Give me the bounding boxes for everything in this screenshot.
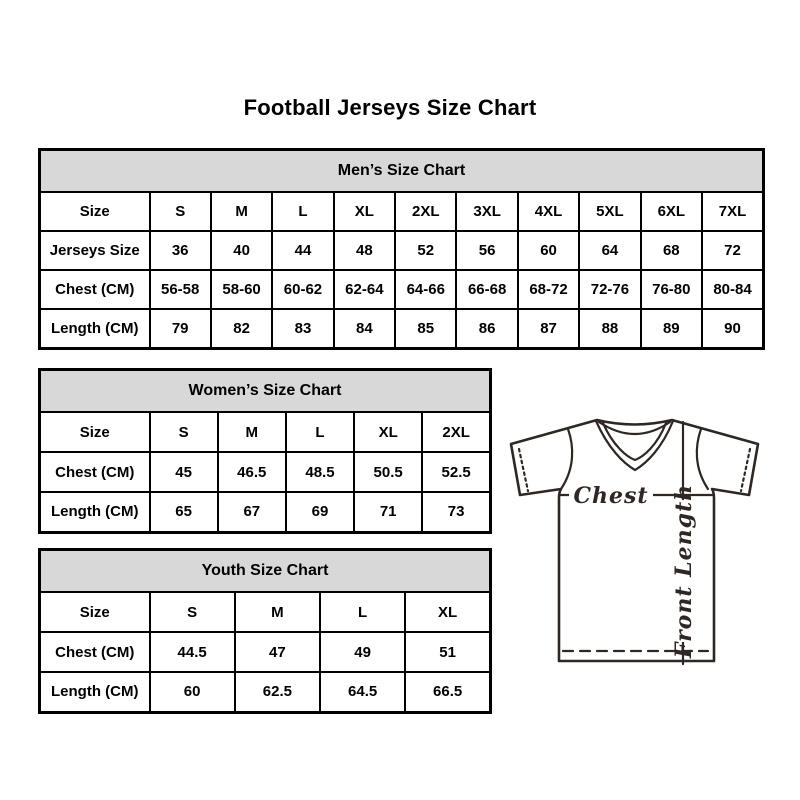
youth-value-cell: L — [320, 592, 405, 632]
men-value-cell: 58-60 — [211, 270, 272, 309]
men-value-cell: 88 — [579, 309, 640, 348]
men-value-cell: 85 — [395, 309, 456, 348]
chest-label: Chest — [573, 483, 649, 509]
women-row-label: Length (CM) — [40, 492, 150, 532]
men-value-cell: 80-84 — [702, 270, 763, 309]
youth-row-label: Size — [40, 592, 150, 632]
men-value-cell: 60-62 — [272, 270, 333, 309]
youth-value-cell: 64.5 — [320, 672, 405, 712]
women-row-label: Chest (CM) — [40, 452, 150, 492]
women-value-cell: 2XL — [422, 412, 490, 452]
men-table-row — [40, 231, 764, 270]
women-value-cell: 45 — [150, 452, 218, 492]
men-value-cell: 2XL — [395, 192, 456, 231]
men-value-cell: 76-80 — [641, 270, 702, 309]
men-value-cell: 68 — [641, 231, 702, 270]
men-value-cell: 79 — [150, 309, 211, 348]
youth-value-cell: 60 — [150, 672, 235, 712]
men-value-cell: 90 — [702, 309, 763, 348]
men-value-cell: 82 — [211, 309, 272, 348]
men-value-cell: 36 — [150, 231, 211, 270]
men-value-cell: 89 — [641, 309, 702, 348]
youth-value-cell: M — [235, 592, 320, 632]
youth-row-label: Chest (CM) — [40, 632, 150, 672]
women-value-cell: XL — [354, 412, 422, 452]
women-table-title: Women’s Size Chart — [40, 370, 491, 413]
mens-size-table — [38, 148, 765, 350]
men-value-cell: 64 — [579, 231, 640, 270]
youth-table-row — [40, 592, 491, 632]
men-value-cell: 48 — [334, 231, 395, 270]
youth-table-row — [40, 672, 491, 712]
men-value-cell: 44 — [272, 231, 333, 270]
women-value-cell: M — [218, 412, 286, 452]
right-cuff-dashed-line — [741, 449, 750, 491]
women-table-row — [40, 452, 491, 492]
men-table-row — [40, 192, 764, 231]
right-armhole-seam — [697, 429, 708, 489]
youth-size-table — [38, 548, 492, 714]
men-value-cell: 83 — [272, 309, 333, 348]
men-table-row — [40, 270, 764, 309]
men-value-cell: S — [150, 192, 211, 231]
women-value-cell: 67 — [218, 492, 286, 532]
men-value-cell: 52 — [395, 231, 456, 270]
men-value-cell: 6XL — [641, 192, 702, 231]
front-length-label: Front Length — [671, 483, 697, 659]
men-value-cell: 68-72 — [518, 270, 579, 309]
men-value-cell: 4XL — [518, 192, 579, 231]
men-value-cell: 64-66 — [395, 270, 456, 309]
men-value-cell: 84 — [334, 309, 395, 348]
women-value-cell: 48.5 — [286, 452, 354, 492]
men-value-cell: 56-58 — [150, 270, 211, 309]
men-table-title: Men’s Size Chart — [40, 150, 764, 193]
women-value-cell: 69 — [286, 492, 354, 532]
men-value-cell: 87 — [518, 309, 579, 348]
youth-table-title: Youth Size Chart — [40, 550, 491, 593]
womens-size-table — [38, 368, 492, 534]
page-title: Football Jerseys Size Chart — [243, 95, 537, 120]
women-value-cell: L — [286, 412, 354, 452]
women-value-cell: 73 — [422, 492, 490, 532]
women-value-cell: 65 — [150, 492, 218, 532]
men-value-cell: L — [272, 192, 333, 231]
women-value-cell: 46.5 — [218, 452, 286, 492]
women-value-cell: S — [150, 412, 218, 452]
men-value-cell: 62-64 — [334, 270, 395, 309]
men-value-cell: 56 — [456, 231, 517, 270]
men-value-cell: XL — [334, 192, 395, 231]
men-value-cell: 66-68 — [456, 270, 517, 309]
men-row-label: Jerseys Size — [40, 231, 150, 270]
youth-value-cell: 49 — [320, 632, 405, 672]
youth-table-row — [40, 632, 491, 672]
women-value-cell: 52.5 — [422, 452, 490, 492]
youth-row-label: Length (CM) — [40, 672, 150, 712]
women-table-row — [40, 412, 491, 452]
men-row-label: Length (CM) — [40, 309, 150, 348]
men-value-cell: 40 — [211, 231, 272, 270]
men-row-label: Chest (CM) — [40, 270, 150, 309]
women-table-row — [40, 492, 491, 532]
men-value-cell: 86 — [456, 309, 517, 348]
men-value-cell: 7XL — [702, 192, 763, 231]
jersey-measurement-diagram — [497, 398, 775, 682]
men-value-cell: M — [211, 192, 272, 231]
youth-value-cell: 66.5 — [405, 672, 490, 712]
women-row-label: Size — [40, 412, 150, 452]
jersey-outline-icon — [497, 398, 775, 682]
left-armhole-seam — [561, 429, 572, 489]
men-value-cell: 60 — [518, 231, 579, 270]
men-value-cell: 5XL — [579, 192, 640, 231]
jersey-body-outline — [511, 420, 758, 661]
youth-value-cell: 51 — [405, 632, 490, 672]
men-table-row — [40, 309, 764, 348]
left-cuff-dashed-line — [519, 449, 528, 491]
youth-value-cell: 44.5 — [150, 632, 235, 672]
men-value-cell: 3XL — [456, 192, 517, 231]
youth-value-cell: XL — [405, 592, 490, 632]
men-value-cell: 72 — [702, 231, 763, 270]
women-value-cell: 71 — [354, 492, 422, 532]
youth-value-cell: 47 — [235, 632, 320, 672]
youth-value-cell: S — [150, 592, 235, 632]
men-value-cell: 72-76 — [579, 270, 640, 309]
women-value-cell: 50.5 — [354, 452, 422, 492]
youth-value-cell: 62.5 — [235, 672, 320, 712]
men-row-label: Size — [40, 192, 150, 231]
